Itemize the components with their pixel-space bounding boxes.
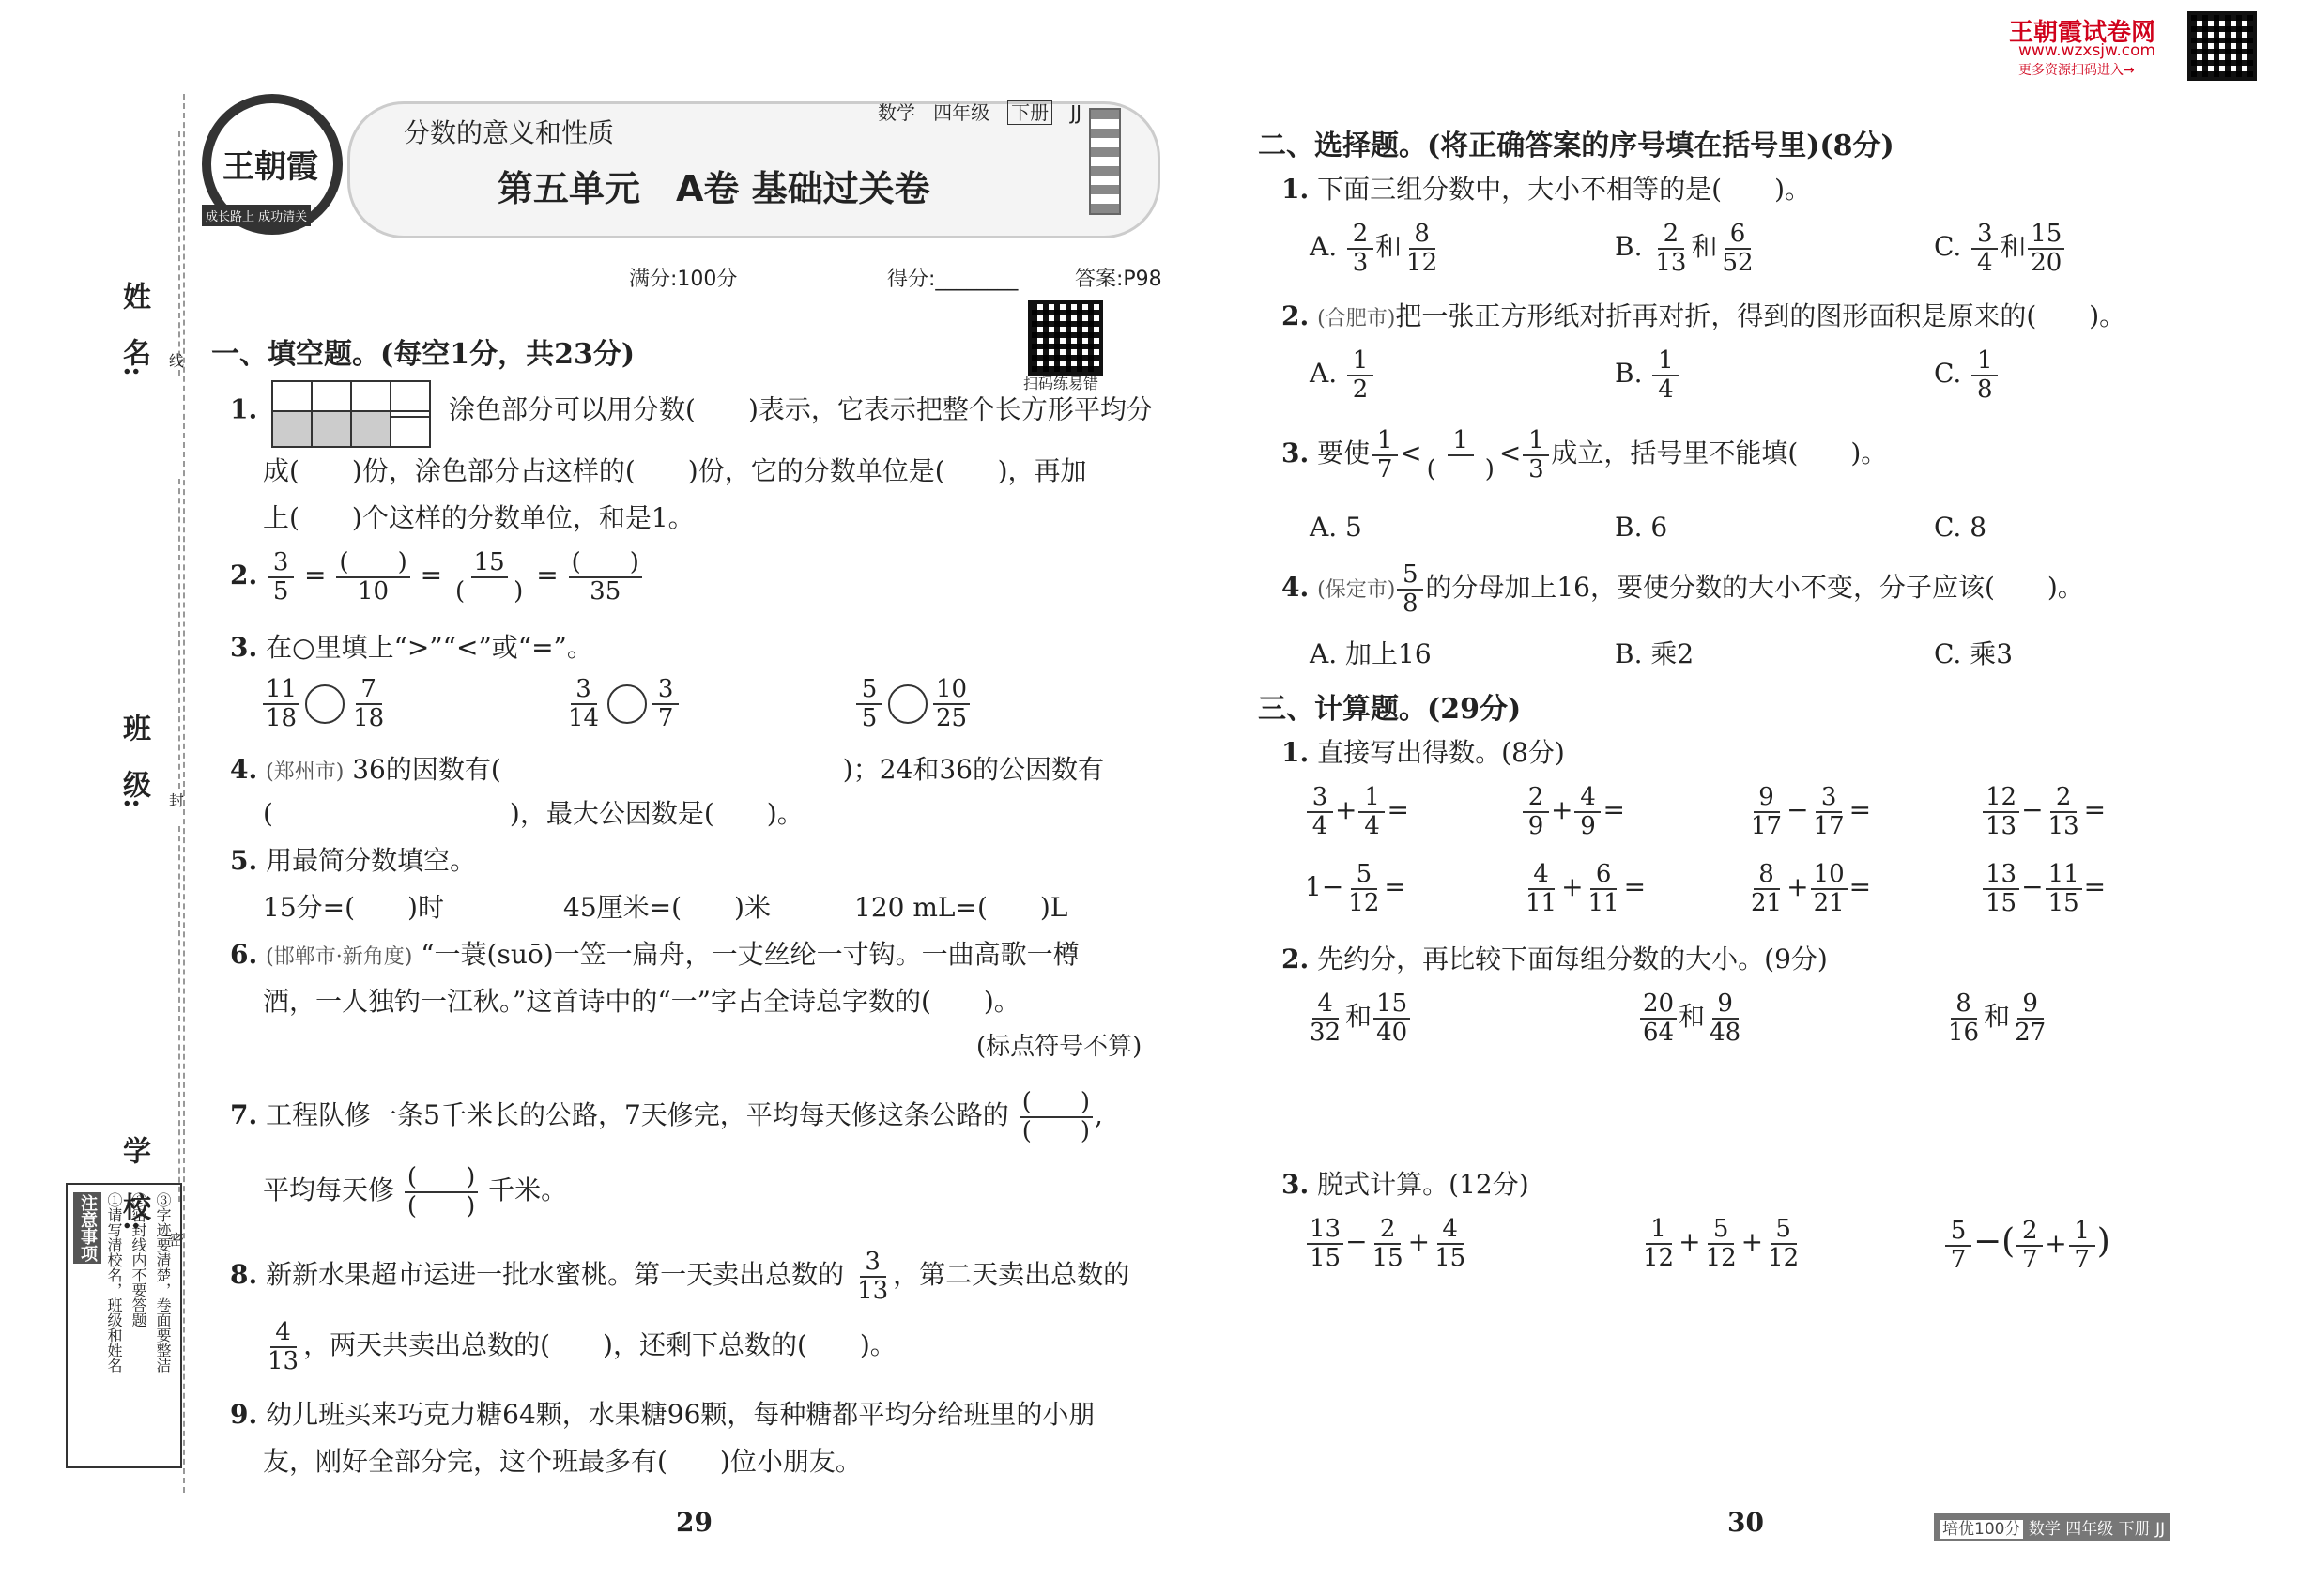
q4-city: (郑州市) <box>266 760 345 784</box>
section2-title: 二、选择题。(将正确答案的序号填在括号里)(8分) <box>1258 130 1894 162</box>
c1 <box>1281 169 1811 209</box>
c2-option-a[interactable]: A. $\frac{1}{2}$ <box>1310 347 1375 403</box>
q6-city: (邯郸市·新角度) <box>266 945 413 969</box>
tag-volume: 下册 <box>1007 100 1052 125</box>
q3-pair-1: $\frac{11}{18}$ $\frac{7}{18}$ <box>261 676 389 731</box>
footer-series: 培优100分 <box>1940 1520 2023 1539</box>
c2-option-c[interactable]: C. $\frac{1}{8}$ <box>1934 347 2000 403</box>
class-label: 班 级: <box>117 714 150 809</box>
q2: 2. $\frac{3}{5}$ = $\frac{( )}{10}$ = $\frac{15}{( )}$ = $\frac{( )}{35}$ <box>230 549 644 605</box>
q3 <box>230 627 593 668</box>
q5-a: 15分=( )时 <box>263 892 444 923</box>
q1 <box>230 380 1153 442</box>
c4-option-b[interactable]: B. 乘2 <box>1615 638 1694 669</box>
calc-item: $\frac{8}{21}$ + $\frac{10}{21}$ = <box>1751 860 1872 917</box>
q4-line1: 36的因数有( )；24和36的公因数有 <box>352 754 1104 785</box>
q1-line3: 上( )个这样的分数单位，和是1。 <box>263 502 695 533</box>
section1-title: 一、填空题。(每空1分，共23分) <box>211 338 636 371</box>
k2 <box>1281 939 1828 979</box>
q6-line2: 酒，一人独钓一江秋。”这首诗中的“一”字占全诗总字数的( )。 <box>263 986 1020 1017</box>
compare-circle[interactable] <box>305 684 345 724</box>
rect-grid <box>273 380 431 442</box>
compare-circle[interactable] <box>607 684 647 724</box>
notes-box <box>66 1183 185 1468</box>
q8-line2-text: ，两天共卖出总数的( )，还剩下总数的( )。 <box>303 1329 897 1361</box>
c4-option-c[interactable]: C. 乘3 <box>1934 638 2014 669</box>
k2-pair-1: $\frac{4}{32}$ 和 $\frac{15}{40}$ <box>1305 990 1412 1046</box>
q5-text: 用最简分数填空。 <box>266 845 477 876</box>
c4: 4. (保定市) $\frac{5}{8}$ 的分母加上16，要使分数的大小不变，分子应该( )。 <box>1281 560 2084 618</box>
c2-city: (合肥市) <box>1317 307 1396 330</box>
brand-name: 王朝霞试卷网 <box>2009 19 2156 47</box>
q5-c: 120 mL=( )L <box>854 892 1068 923</box>
q6-note: (标点符号不算) <box>976 1033 1142 1061</box>
k1-num: 1. <box>1281 737 1310 768</box>
c4-city: (保定市) <box>1317 578 1396 603</box>
calc-item: 1− $\frac{5}{12}$ = <box>1305 860 1406 917</box>
q8-line1a: 新新水果超市运进一批水蜜桃。第一天卖出总数的 <box>266 1259 845 1291</box>
q7-frac-blank-2[interactable]: $\frac{( )}{( )}$ <box>405 1164 478 1220</box>
tag-edition: JJ <box>1070 101 1082 124</box>
k1-text: 直接写出得数。(8分) <box>1317 737 1565 768</box>
footer-subject: 数学 <box>2028 1520 2061 1539</box>
k2-pair-2: $\frac{20}{64}$ 和 $\frac{9}{48}$ <box>1638 990 1745 1046</box>
q7-line2 <box>263 1164 567 1220</box>
q7-line2a: 平均每天修 <box>263 1174 395 1206</box>
qr-caption: 扫码练易错 <box>1023 375 1099 392</box>
q1-line1: 涂色部分可以用分数( )表示，它表示把整个长方形平均分 <box>449 393 1153 425</box>
unit-topic: 分数的意义和性质 <box>404 117 615 148</box>
tag-grade: 四年级 <box>933 101 990 124</box>
k1-grid <box>1305 784 2150 934</box>
c3: 3. 要使 $\frac{1}{7}$ < $\frac{1}{( )}$ < $\frac{1}{3}$ 成立，括号里不能填( )。 <box>1281 426 1888 483</box>
q7-line2b: 千米。 <box>488 1174 568 1206</box>
k2-text: 先约分，再比较下面每组分数的大小。(9分) <box>1317 944 1828 974</box>
k3 <box>1281 1164 1529 1205</box>
q8-line2: $\frac{4}{13}$ ，两天共卖出总数的( )，还剩下总数的( )。 <box>268 1318 897 1375</box>
lighthouse-icon <box>1089 108 1121 215</box>
k2-pair-3: $\frac{8}{16}$ 和 $\frac{9}{27}$ <box>1948 990 2047 1047</box>
q2-frac-a: $\frac{3}{5}$ <box>268 549 294 605</box>
q5-num: 5. <box>230 845 258 876</box>
logo-badge <box>202 94 343 235</box>
school-label: 学 校: <box>117 1136 150 1232</box>
k3-text: 脱式计算。(12分) <box>1317 1169 1529 1200</box>
notes-title: 注意事项 <box>73 1192 101 1264</box>
q7: 7. 工程队修一条5千米长的公路，7天修完，平均每天修这条公路的 $\frac{( )}{( )}$ , <box>230 1088 1103 1145</box>
calc-item: $\frac{12}{13}$ − $\frac{2}{13}$ = <box>1981 784 2106 839</box>
q8-line1b: ，第二天卖出总数的 <box>893 1259 1130 1291</box>
calc-item: $\frac{3}{4}$ + $\frac{1}{4}$ = <box>1305 784 1409 839</box>
note-3: ③字迹要清楚，卷面要整洁 <box>154 1192 172 1373</box>
footer-tag <box>1934 1513 2170 1541</box>
q3-num: 3. <box>230 632 258 663</box>
q8-num: 8. <box>230 1259 258 1291</box>
k2-num: 2. <box>1281 944 1310 974</box>
q2-num: 2. <box>230 560 258 591</box>
c2-option-b[interactable]: B. $\frac{1}{4}$ <box>1615 347 1680 403</box>
logo-ribbon: 成长路上 成功清关 <box>202 205 311 226</box>
c3-blank-frac[interactable]: $\frac{1}{( )}$ <box>1426 426 1495 483</box>
score-field[interactable]: 得分:________ <box>887 268 1019 291</box>
note-2: ②密封线内不要答题 <box>130 1192 147 1327</box>
page-title: 第五单元 A卷 基础过关卷 <box>498 168 930 209</box>
page-number-left: 29 <box>676 1507 713 1538</box>
subject-tags <box>878 98 1081 125</box>
note-1: ①请写清校名，班级和姓名 <box>105 1192 123 1373</box>
q2-frac-c[interactable]: $\frac{15}{( )}$ <box>455 548 524 606</box>
c1-option-a[interactable]: A. $\frac{2}{3}$ 和 $\frac{8}{12}$ <box>1310 220 1438 277</box>
brand-qr-icon[interactable] <box>2187 11 2257 81</box>
q6 <box>230 934 1080 974</box>
calc-item: $\frac{2}{9}$ + $\frac{4}{9}$ = <box>1521 784 1625 839</box>
c1-text: 下面三组分数中，大小不相等的是( )。 <box>1317 174 1811 205</box>
compare-circle[interactable] <box>888 684 928 724</box>
q4 <box>230 749 1104 790</box>
q9 <box>230 1394 1095 1435</box>
c3-option-a[interactable]: A. 5 <box>1310 512 1362 543</box>
q3-text: 在○里填上“>”“<”或“=”。 <box>266 632 593 663</box>
q5-b: 45厘米=( )米 <box>563 892 771 923</box>
q4-num: 4. <box>230 754 258 785</box>
q7-frac-blank[interactable]: $\frac{( )}{( )}$ <box>1020 1089 1093 1144</box>
c2-num: 2. <box>1281 300 1310 331</box>
c2 <box>1281 296 2125 336</box>
qr-code-icon[interactable] <box>1028 300 1103 376</box>
section3-title: 三、计算题。(29分) <box>1258 693 1522 726</box>
q3-pair-3: $\frac{5}{5}$ $\frac{10}{25}$ <box>854 676 972 731</box>
footer-volume: 下册 <box>2118 1520 2151 1539</box>
q9-num: 9. <box>230 1399 258 1430</box>
q6-num: 6. <box>230 939 258 970</box>
c1-option-c[interactable]: C. $\frac{3}{4}$ 和 $\frac{15}{20}$ <box>1934 221 2066 276</box>
q1-num: 1. <box>230 393 258 425</box>
calc-item: $\frac{9}{17}$ − $\frac{3}{17}$ = <box>1751 783 1872 840</box>
c1-num: 1. <box>1281 174 1310 205</box>
cut-mark-xian: 线 <box>169 352 185 370</box>
calc-item: $\frac{13}{15}$ − $\frac{11}{15}$ = <box>1981 861 2106 916</box>
q9-line1: 幼儿班买来巧克力糖64颗，水果糖96颗，每种糖都平均分给班里的小朋 <box>266 1399 1096 1430</box>
q1-line2: 成( )份，涂色部分占这样的( )份，它的分数单位是( )，再加 <box>263 455 1087 486</box>
c3-option-b[interactable]: B. 6 <box>1615 512 1668 543</box>
c2-text: 把一张正方形纸对折再对折，得到的图形面积是原来的( )。 <box>1395 300 2126 331</box>
brand-url: www.wzxsjw.com <box>2018 41 2156 60</box>
calc-item: $\frac{4}{11}$ + $\frac{6}{11}$ = <box>1526 860 1647 917</box>
k3-expr-3: $\frac{5}{7}$ −( $\frac{2}{7}$ + $\frac{1}{7}$ ) <box>1943 1216 2110 1273</box>
binding-strip <box>38 113 197 1502</box>
c1-option-b[interactable]: B. $\frac{2}{13}$ 和 $\frac{6}{52}$ <box>1615 220 1754 277</box>
brand-tagline: 更多资源扫码进入→ <box>2018 63 2135 78</box>
q8: 8. 新新水果超市运进一批水蜜桃。第一天卖出总数的 $\frac{3}{13}$ ，第二天卖出总数的 <box>230 1248 1130 1305</box>
footer-grade: 四年级 <box>2065 1520 2114 1539</box>
k3-expr-2: $\frac{1}{12}$ + $\frac{5}{12}$ + $\frac{5}{12}$ <box>1643 1215 1800 1272</box>
c4-text: 的分母加上16，要使分数的大小不变，分子应该( )。 <box>1425 572 2084 604</box>
q3-pair-2: $\frac{3}{14}$ $\frac{3}{7}$ <box>563 676 681 731</box>
page-number-right: 30 <box>1727 1507 1764 1538</box>
k3-expr-1: $\frac{13}{15}$ − $\frac{2}{15}$ + $\frac{4}{15}$ <box>1305 1216 1470 1271</box>
answer-ref: 答案:P98 <box>1075 268 1162 291</box>
q7-num: 7. <box>230 1099 258 1131</box>
q2-frac-b[interactable]: $\frac{( )}{10}$ <box>336 549 409 605</box>
full-score: 满分:100分 <box>629 268 738 291</box>
c4-num: 4. <box>1281 572 1310 604</box>
tag-subject: 数学 <box>878 101 915 124</box>
q2-frac-d[interactable]: $\frac{( )}{35}$ <box>569 549 642 605</box>
c3-num: 3. <box>1281 437 1310 469</box>
cut-mark-feng: 封 <box>169 791 185 809</box>
logo-text: 王朝霞 <box>222 148 318 186</box>
c4-option-a[interactable]: A. 加上16 <box>1310 638 1432 669</box>
footer-edition: JJ <box>2155 1520 2166 1539</box>
q7-line1: 工程队修一条5千米长的公路，7天修完，平均每天修这条公路的 <box>266 1099 1009 1131</box>
k3-num: 3. <box>1281 1169 1310 1200</box>
q5 <box>230 840 476 881</box>
name-label: 姓 名: <box>117 282 150 377</box>
q9-line2: 友，刚好全部分完，这个班最多有( )位小朋友。 <box>263 1446 862 1477</box>
q4-line2: ( )，最大公因数是( )。 <box>263 798 804 829</box>
c3-option-c[interactable]: C. 8 <box>1934 512 1987 543</box>
k1 <box>1281 732 1565 773</box>
q6-line1: “一蓑(suō)一笠一扁舟，一丈丝纶一寸钩。一曲高歌一樽 <box>421 939 1080 970</box>
cut-mark-mi: 密 <box>169 1231 185 1249</box>
